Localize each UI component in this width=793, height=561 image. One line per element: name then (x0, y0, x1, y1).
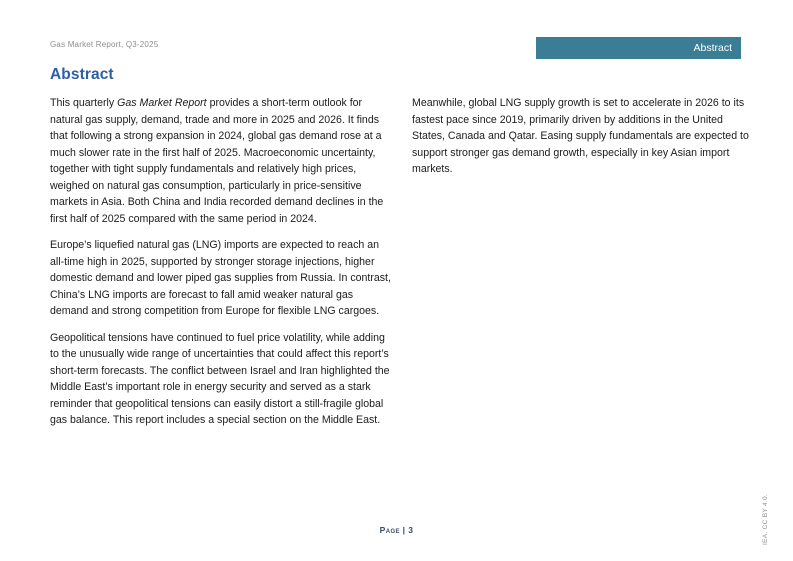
abstract-body (50, 95, 752, 439)
page-number: Page | 3 (379, 525, 414, 535)
left-column (50, 95, 391, 439)
paragraph-4: Meanwhile, global LNG supply growth is set to accelerate in 2026 to its fastest pace since 2019, primarily driven by additions in the United States, Canada and Qatar. Easing supply fundamentals are expected to support stronger gas demand growth, especially in key Asian import markets. (412, 97, 749, 175)
paragraph-1-prefix: This quarterly (50, 97, 118, 109)
page-title: Abstract (50, 66, 114, 83)
report-name-italic: Gas Market Report (117, 97, 207, 109)
paragraph-3: Geopolitical tensions have continued to fuel price volatility, while adding to the unusually wide range of uncertainties that could affect this report’s short-term forecasts. The conflict between Israel and Iran highlighted the Middle East’s important role in energy security and served as a stark reminder that geopolitical tensions can easily distort a still-fragile global gas balance. This report includes a special section on the Middle East. (50, 331, 390, 426)
paragraph-2: Europe’s liquefied natural gas (LNG) imports are expected to reach an all-time high in 2025, supported by stronger storage injections, higher domestic demand and lower piped gas supplies from Russia. In contrast, China’s LNG imports are forecast to fall amid weaker natural gas demand and strong competition from Europe for flexible LNG cargoes. (50, 239, 391, 317)
right-column (412, 95, 752, 439)
paragraph-1 (50, 95, 391, 227)
running-header-report-title: Gas Market Report, Q3-2025 (50, 40, 159, 49)
paragraph-1-rest: provides a short-term outlook for natural gas supply, demand, trade and more in 2025 and 2026. It finds that following a strong expansion in 2024, global gas demand rose at a much slower rate in the first half of 2025. Macroeconomic uncertainty, together with tight supply fundamentals and relatively high prices, weighed on natural gas consumption, particularly in price-sensitive markets in Asia. Both China and India recorded demand declines in the first half of 2025 compared with the same period in 2024. (50, 97, 384, 225)
section-tab-label: Abstract (693, 42, 732, 54)
section-tab (536, 37, 741, 59)
copyright-notice: IEA. CC BY 4.0. (762, 494, 769, 545)
